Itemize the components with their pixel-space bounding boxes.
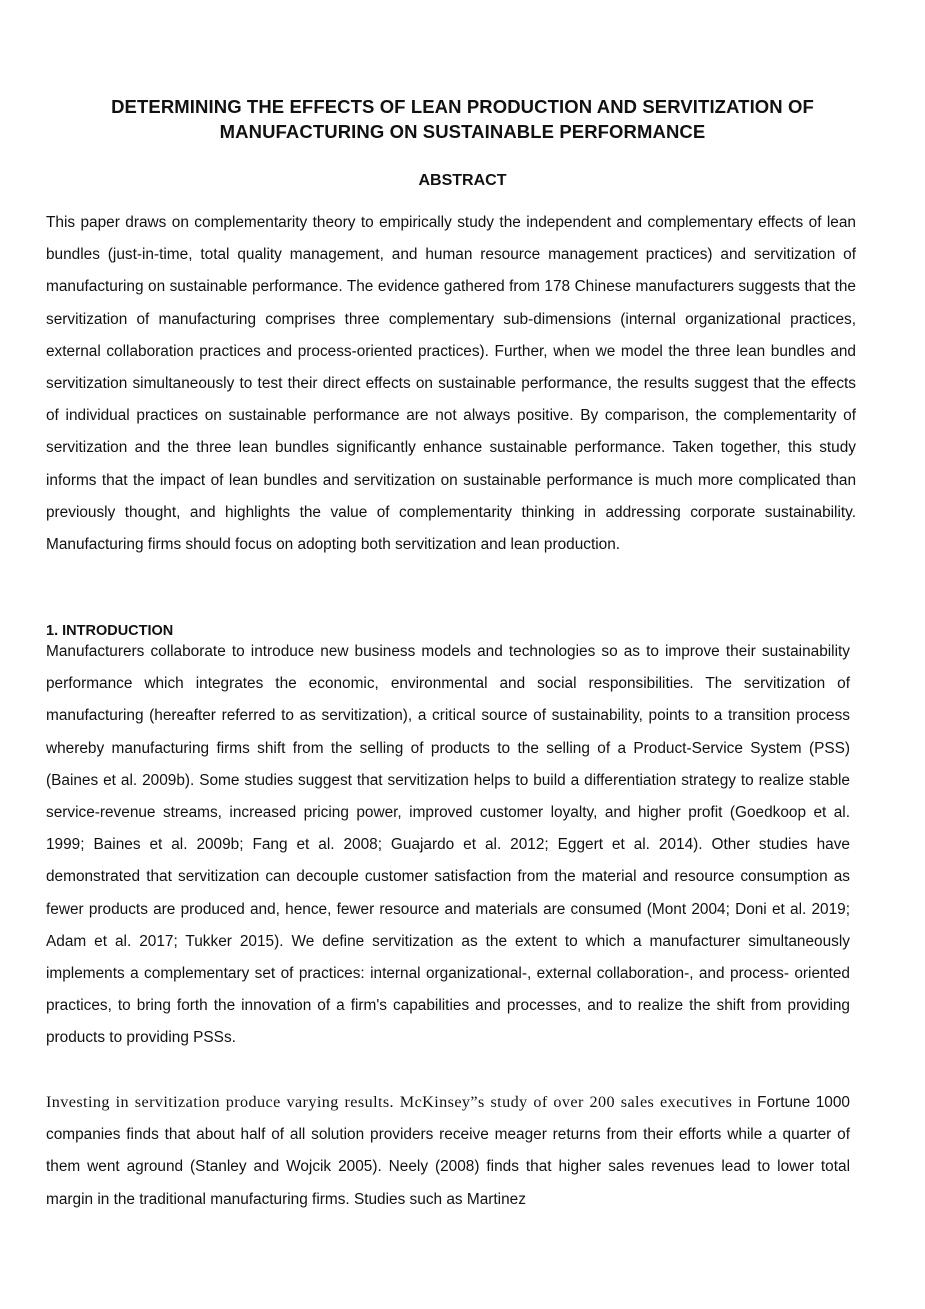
introduction-paragraph-1: Manufacturers collaborate to introduce new business models and technologies so as to improve their sustainability performance which integrates the economic, environmental and social responsibilities. The servitization of manufacturing (hereafter referred to as servitization), a critical source of sustainability, points to a transition process whereby manufacturing firms shift from the selling of products to the selling of a Product-Service System (PSS) (Baines et al. 2009b). Some studies suggest that servitization helps to build a differentiation strategy to realize stable service-revenue streams, increased pricing power, improved customer loyalty, and higher profit (Goedkoop et al. 1999; Baines et al. 2009b; Fang et al. 2008; Guajardo et al. 2012; Eggert et al. 2014). Other studies have demonstrated that servitization can decouple customer satisfaction from the material and resource consumption as fewer products are produced and, hence, fewer resource and materials are consumed (Mont 2004; Doni et al. 2019; Adam et al. 2017; Tukker 2015). We define servitization as the extent to which a manufacturer simultaneously implements a complementary set of practices: internal organizational-, external collaboration-, and process- oriented practices, to bring forth the innovation of a firm's capabilities and processes, and to realize the shift from providing products to providing PSSs. <box>46 643 850 1047</box>
introduction-paragraph-2-lead: Investing in servitization produce varying results. McKinsey”s study of over 200 sales executives in <box>46 1093 752 1111</box>
abstract-heading: ABSTRACT <box>418 172 507 189</box>
abstract-paragraph: This paper draws on complementarity theory to empirically study the independent and complementary effects of lean bundles (just-in-time, total quality management, and human resource management practices) and servitization of manufacturing on sustainable performance. The evidence gathered from 178 Chinese manufacturers suggests that the servitization of manufacturing comprises three complementary sub-dimensions (internal organizational practices, external collaboration practices and process-oriented practices). Further, when we model the three lean bundles and servitization simultaneously to test their direct effects on sustainable performance, the results suggest that the effects of individual practices on sustainable performance are not always positive. By comparison, the complementarity of servitization and the three lean bundles significantly enhance sustainable performance. Taken together, this study informs that the impact of lean bundles and servitization on sustainable performance is much more complicated than previously thought, and highlights the value of complementarity thinking in addressing corporate sustainability. Manufacturing firms should focus on adopting both servitization and lean production. <box>46 214 856 554</box>
section-heading-introduction: 1. INTRODUCTION <box>46 623 174 639</box>
introduction-paragraph-2-rest: Fortune 1000 companies finds that about half of all solution providers receive meager returns from their efforts while a quarter of them went aground (Stanley and Wojcik 2005). Neely (2008) finds that higher sales revenues lead to lower total margin in the traditional manufacturing firms. Studies such as Martinez <box>46 1094 850 1208</box>
paper-title: DETERMINING THE EFFECTS OF LEAN PRODUCTION AND SERVITIZATION OF MANUFACTURING ON SUSTAINABLE PERFORMANCE <box>111 96 814 142</box>
introduction-paragraph-2 <box>46 1086 850 1216</box>
